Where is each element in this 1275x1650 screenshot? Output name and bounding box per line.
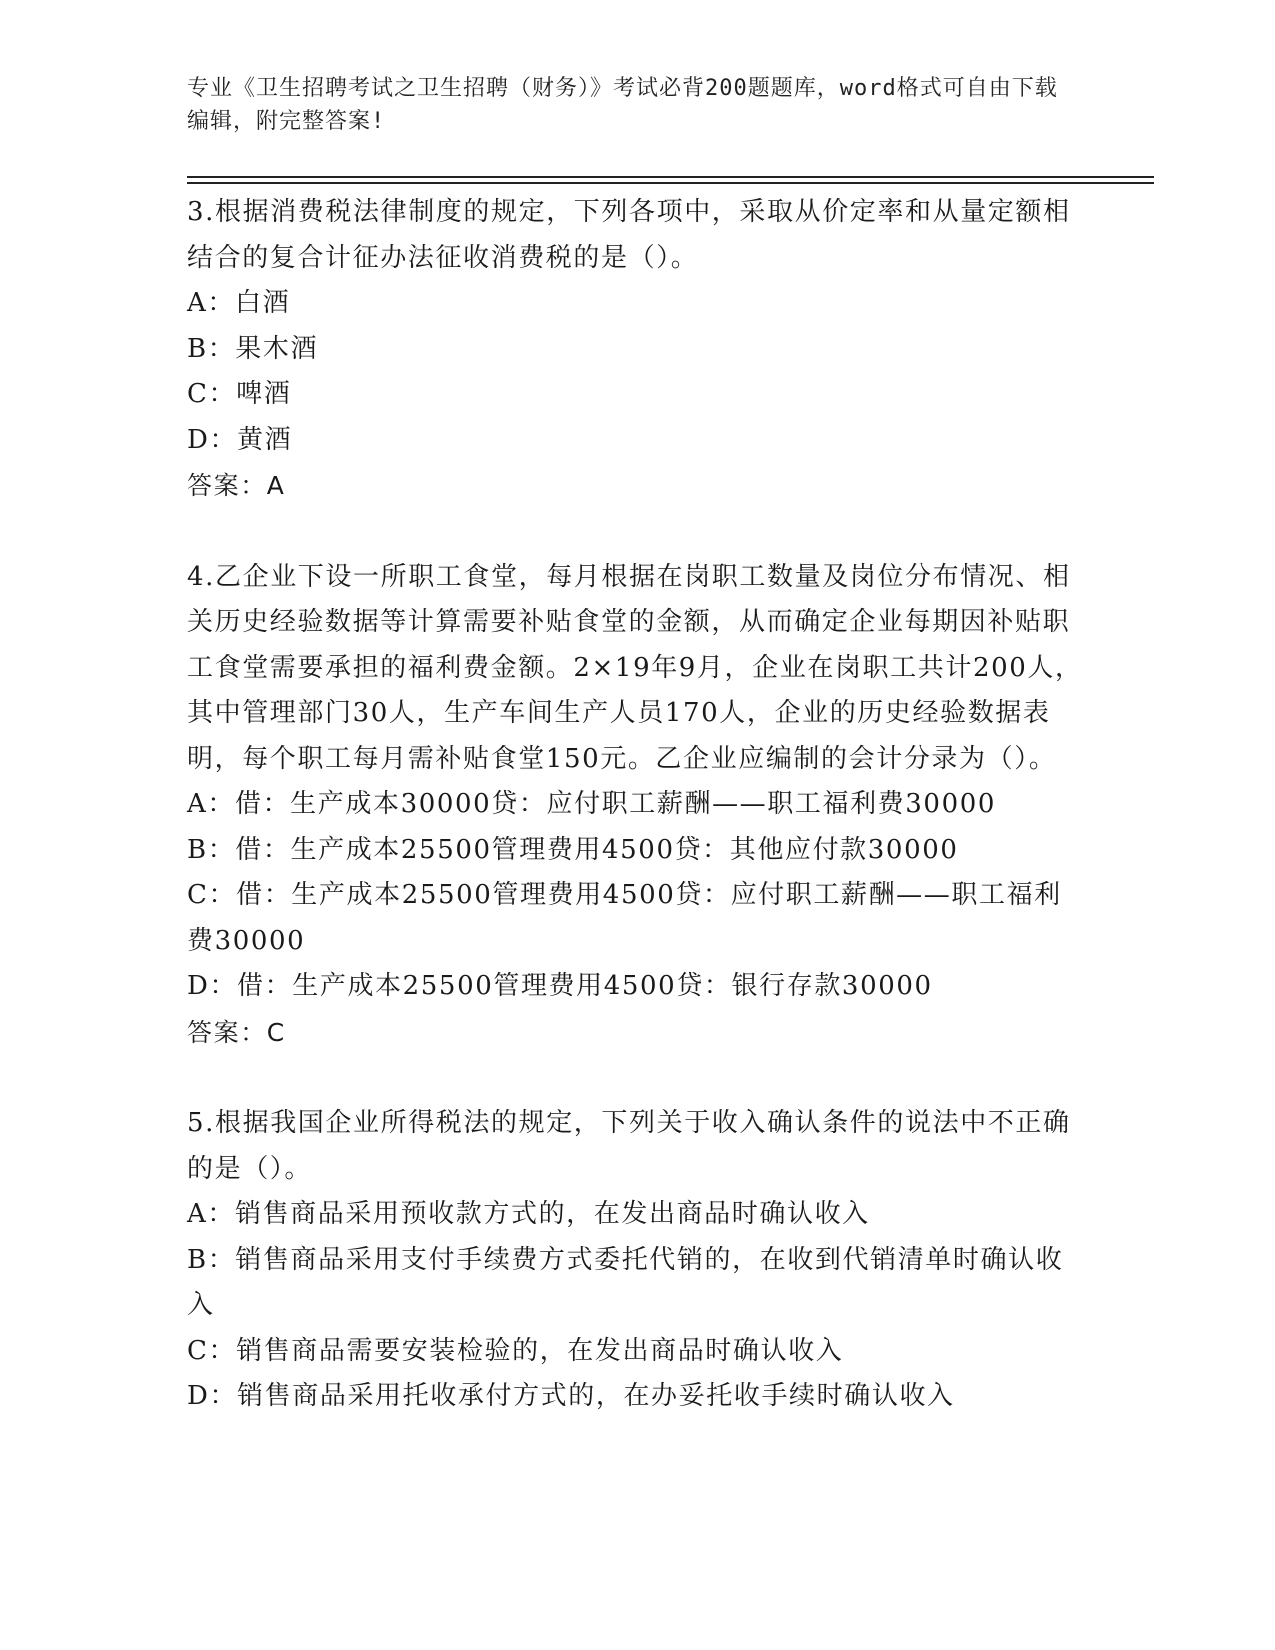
option-c: C：借：生产成本25500管理费用4500贷：应付职工薪酬——职工福利费30000: [187, 880, 1062, 956]
option-a: A：白酒: [187, 288, 291, 318]
option-b: B：销售商品采用支付手续费方式委托代销的，在收到代销清单时确认收入: [187, 1244, 1064, 1320]
question-stem: 3.根据消费税法律制度的规定，下列各项中，采取从价定率和从量定额相结合的复合计征办法征收消费税的是（）。: [187, 197, 1071, 273]
answer-line: 答案：A: [187, 471, 286, 500]
option-c: C：销售商品需要安装检验的，在发出商品时确认收入: [187, 1335, 844, 1366]
header-rule-bottom: [187, 182, 1154, 184]
question-stem: 5.根据我国企业所得税法的规定，下列关于收入确认条件的说法中不正确的是（）。: [187, 1108, 1071, 1184]
option-a: A：销售商品采用预收款方式的，在发出商品时确认收入: [187, 1199, 870, 1229]
question-list: [187, 190, 1087, 1420]
option-d: D：借：生产成本25500管理费用4500贷：银行存款30000: [187, 971, 933, 1001]
question-5: [187, 1101, 1087, 1420]
option-b: B：果木酒: [187, 333, 319, 364]
question-4: [187, 555, 1087, 1056]
option-d: D：黄酒: [187, 424, 293, 455]
document-header: 专业《卫生招聘考试之卫生招聘（财务）》考试必背200题题库，word格式可自由下载编辑，附完整答案!: [187, 76, 1058, 134]
option-d: D：销售商品采用托收承付方式的，在办妥托收手续时确认收入: [187, 1381, 955, 1411]
question-stem: 4.乙企业下设一所职工食堂，每月根据在岗职工数量及岗位分布情况、相关历史经验数据等计算需要补贴食堂的金额，从而确定企业每期因补贴职工食堂需要承担的福利费金额。2×19年9月，企业在岗职工共计200人，其中管理部门30人，生产车间生产人员170人，企业的历史经验数据表明，每个职工每月需补贴食堂150元。乙企业应编制的会计分录为（）。: [187, 561, 1083, 774]
option-c: C：啤酒: [187, 379, 292, 409]
question-3: [187, 190, 1087, 509]
option-a: A：借：生产成本30000贷：应付职工薪酬——职工福利费30000: [187, 789, 996, 819]
option-b: B：借：生产成本25500管理费用4500贷：其他应付款30000: [187, 834, 959, 865]
header-rule-top: [187, 176, 1154, 178]
answer-line: 答案：C: [187, 1017, 286, 1047]
